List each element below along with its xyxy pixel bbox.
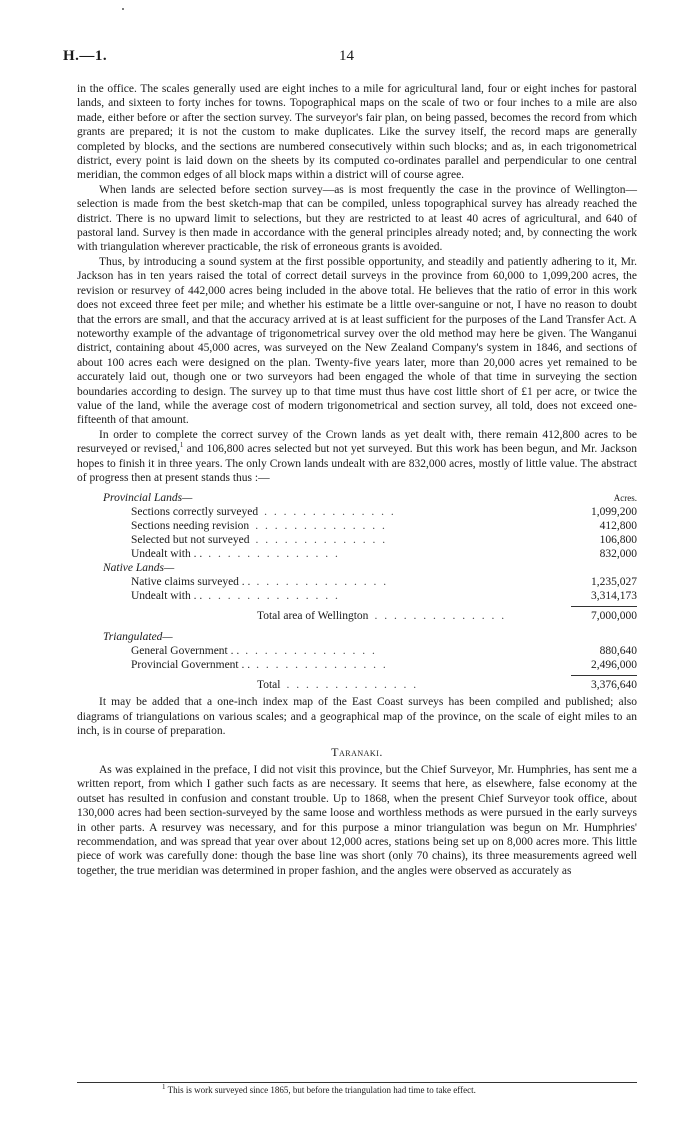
table-row [77, 533, 637, 547]
page-header [63, 48, 637, 68]
table-row [77, 658, 637, 672]
total-area-value: 7,000,000 [571, 606, 637, 623]
row-label: Provincial Government . . [131, 659, 251, 672]
table-row [77, 519, 637, 533]
leader-dots: . . . . . . . . . . . . . . [208, 590, 340, 603]
row-label: Undealt with . . [131, 548, 203, 561]
total-area-row [77, 606, 637, 623]
footnote-mark: 1 [162, 1083, 166, 1091]
paragraph-4 [77, 428, 637, 486]
paragraph-1: in the office. The scales generally used are eight inches to a mile for agricultural land, four or eight inches for pastoral lands, and sixteen to forty inches for towns. Topographical maps on the scale of two or four inches to a mile are also made, either before or after the section survey. The surveyor's fair plan, on being passed, becomes the record from which grants are prepared; it is not the custom to make duplicates. Like the survey itself, the record maps are generally completed by blocks, and the sections are numbered consecutively within such blocks; and as, in each trigonometrical district, every point is laid down on the sheets by its computed co-ordinates parallel and perpendicular to one central meridian, the common edges of all block maps within a district will of course agree. [77, 83, 637, 182]
row-value: 3,314,173 [591, 590, 637, 603]
paragraph-5: It may be added that a one-inch index map of the East Coast surveys has been compiled and published; also diagrams of triangulations on various scales; and a geographical map of the province, on the scale of eight miles to an inch, is in course of preparation. [77, 696, 637, 738]
leader-dots: . . . . . . . . . . . . . . [255, 534, 388, 547]
row-value: 832,000 [599, 548, 637, 561]
leader-dots: . . . . . . . . . . . . . . [256, 659, 388, 672]
leader-dots: . . . . . . . . . . . . . . [208, 548, 340, 561]
table-row [77, 575, 637, 589]
triangulated-heading-row [77, 630, 637, 644]
leader-dots: . . . . . . . . . . . . . . [374, 610, 507, 623]
triangulated-heading: Triangulated— [103, 631, 173, 644]
provincial-heading: Provincial Lands— [103, 492, 193, 505]
paragraph-3: Thus, by introducing a sound system at the first possible opportunity, and steadily and patiently adhering to it, Mr. Jackson has in ten years raised the total of correct detail surveys in the province from 60,000 to 1,099,200 acres, the revision or resurvey of 442,000 acres being included in the above total. He believes that the ratio of error in this work does not exceed three feet per mile; and whether his estimate be a little over-sanguine or not, I have no reason to doubt that the errors are small, and that the accuracy arrived at is at least sufficient for the purposes of the Land Transfer Act. A noteworthy example of the advantage of trigonometrical survey over the old method may here be given. The Wanganui district, containing about 45,000 acres, was surveyed on the New Zealand Company's system in 1846, and sections of about 100 acres each were designed on the plan. Twenty-five years later, more than 20,000 acres yet remained to be accurately laid out, though one or two surveyors had been engaged the whole of that time in surveying the section boundaries according to design. The survey up to that time must thus have cost little short of £1 per acre, or twice the value of the land, while the average cost of modern trigonometrical and section survey, all told, does not exceed one-fifteenth of that amount. [77, 255, 637, 427]
page-number: 14 [339, 48, 354, 64]
row-value: 1,099,200 [591, 506, 637, 519]
leader-dots: . . . . . . . . . . . . . . [256, 576, 389, 589]
document-code: H.—1. [63, 48, 108, 64]
provincial-heading-row [77, 491, 637, 505]
row-value: 880,640 [599, 645, 637, 658]
leader-dots: . . . . . . . . . . . . . . [264, 506, 396, 519]
document-page [63, 0, 637, 1130]
triangulated-total-label: Total [257, 679, 281, 692]
row-value: 412,800 [599, 520, 637, 533]
table-row [77, 589, 637, 603]
row-label: Undealt with . . [131, 590, 203, 603]
triangulated-total-value: 3,376,640 [571, 675, 637, 692]
row-value: 1,235,027 [591, 576, 637, 589]
native-heading-row [77, 561, 637, 575]
leader-dots: . . . . . . . . . . . . . . [286, 679, 419, 692]
table-row [77, 505, 637, 519]
leader-dots: . . . . . . . . . . . . . . [255, 520, 387, 533]
total-area-label: Total area of Wellington [257, 610, 369, 623]
paragraph-4-part-b: and 106,800 acres selected but not yet surveyed. But this work has been begun, and Mr. Jackson hopes to finish it in three years. The only Crown lands undealt with are 832,000 acres, mostly of little value. The abstract of progress then at present stands thus :— [77, 443, 637, 484]
paragraph-6: As was explained in the preface, I did not visit this province, but the Chief Surveyor, Mr. Humphries, has sent me a written report, from which I gather such facts as are necessary. It seems that here, as elsewhere, false economy at the outset has resulted in confusion and constant trouble. Up to 1868, when the present Chief Surveyor took office, about 130,000 acres had been section-surveyed by the same loose and worthless methods as were pursued in the early surveys in other parts. A resurvey was necessary, and for this purpose a minor triangulation was begun on Mr. Humphries' recommendation, and was spread that year over about 12,000 acres, stations being set up on 8,000 acres more. This little piece of work was carefully done: though the base line was short (only 70 chains), its three measurements agreed well together, the true meridian was determined in proper fashion, and the angles were observed as accurately as [77, 764, 637, 877]
row-label: Native claims surveyed . . [131, 576, 251, 589]
row-label: Sections correctly surveyed [131, 506, 259, 519]
row-value: 106,800 [599, 534, 637, 547]
row-label: Selected but not surveyed [131, 534, 250, 547]
triangulated-total-row [77, 675, 637, 692]
table-row [77, 547, 637, 561]
row-label: General Government . . [131, 645, 240, 658]
row-value: 2,496,000 [591, 659, 637, 672]
row-label: Sections needing revision [131, 520, 250, 533]
paragraph-4-part-a: In order to complete the correct survey of the Crown lands as yet dealt with, there remain 412,800 acres to be resurveyed or revised, [77, 428, 637, 456]
leader-dots: . . . . . . . . . . . . . . [245, 645, 377, 658]
unit-label: Acres. [613, 493, 637, 504]
native-heading: Native Lands— [103, 562, 175, 575]
footnote-text: This is work surveyed since 1865, but before the triangulation had time to take effect. [165, 1085, 476, 1095]
body-text [77, 82, 637, 878]
paragraph-2: When lands are selected before section survey—as is most frequently the case in the province of Wellington—selection is made from the best sketch-map that can be compiled, unless topographical survey has already reached the district. There is no upward limit to selections, but they are restricted to at least 40 acres of agricultural, and 640 of pastoral land. Survey is then made in accordance with the general principles already noted; and, by connecting the work with triangulation wherever practicable, the risk of erroneous grants is avoided. [77, 183, 637, 254]
table-row [77, 644, 637, 658]
footnote-ref: 1 [179, 441, 184, 450]
section-heading: Taranaki. [331, 744, 383, 759]
abstract-table [77, 491, 637, 692]
footnote [162, 1085, 476, 1096]
footnote-divider [77, 1082, 637, 1083]
speck-mark [122, 8, 124, 10]
